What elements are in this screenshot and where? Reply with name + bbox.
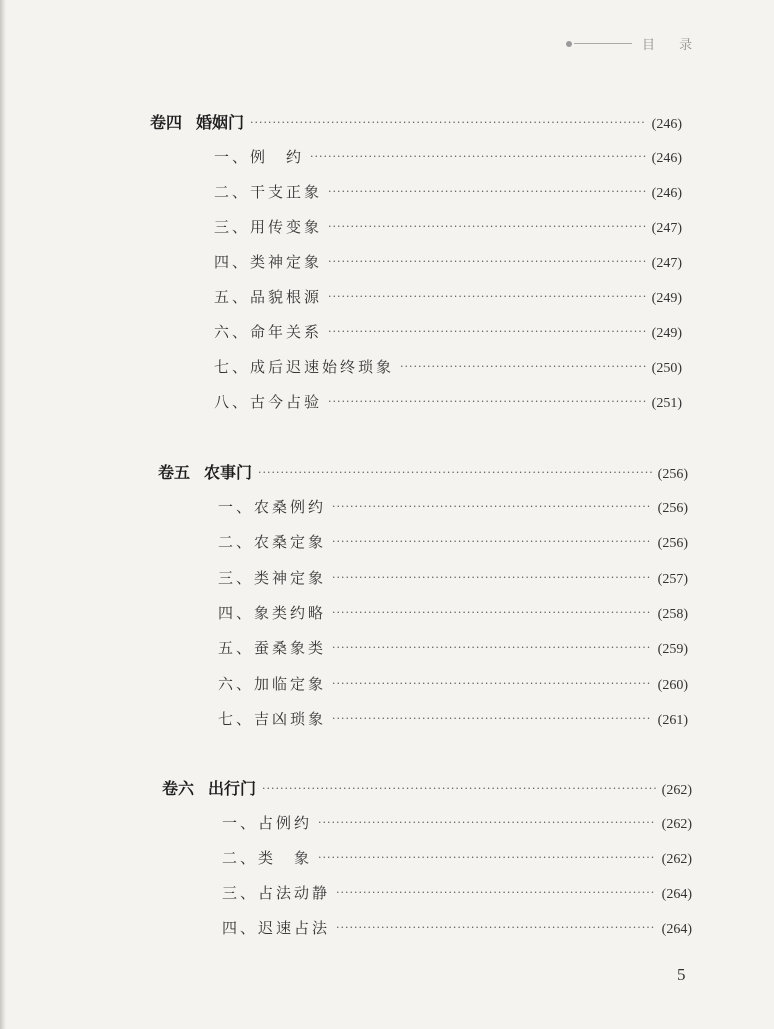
toc-entry-label: 七、吉凶琐象 [218, 710, 327, 728]
running-head [566, 34, 702, 53]
toc-page-ref: (257) [657, 572, 688, 587]
dot-leader [328, 395, 646, 408]
toc-page-ref: (261) [657, 713, 688, 728]
dot-leader [332, 571, 652, 584]
toc-entry-label: 七、成后迟速始终琐象 [214, 358, 395, 376]
toc-entry-row[interactable] [214, 251, 682, 275]
dot-leader [328, 255, 646, 268]
toc-heading-row[interactable] [158, 460, 688, 484]
toc-entry-row[interactable] [214, 321, 682, 345]
toc-page-ref: (256) [657, 467, 688, 482]
toc-entry-row[interactable] [222, 847, 692, 871]
toc-chapter-title: 出行门 [208, 779, 257, 798]
toc-volume-label: 卷四 [150, 113, 183, 132]
toc-entry-row[interactable] [218, 531, 688, 555]
dot-leader [332, 712, 652, 725]
dot-leader [328, 290, 646, 303]
toc-page-ref: (262) [661, 817, 692, 832]
running-head-bullet-icon [566, 41, 572, 47]
dot-leader [318, 816, 656, 829]
toc-chapter-title: 农事门 [204, 463, 253, 482]
toc-entry-label: 三、占法动静 [222, 884, 331, 902]
toc-entry-row[interactable] [214, 286, 682, 310]
dot-leader [328, 185, 646, 198]
toc-entry-label: 二、干支正象 [214, 183, 323, 201]
toc-entry-row[interactable] [222, 882, 692, 906]
dot-leader [318, 851, 656, 864]
toc-entry-label: 四、象类约略 [218, 604, 327, 622]
toc-entry-row[interactable] [218, 708, 688, 732]
toc-page-ref: (258) [657, 607, 688, 622]
toc-page-ref: (246) [651, 151, 682, 166]
toc-entry-label: 二、类 象 [222, 849, 313, 867]
dot-leader [400, 360, 646, 373]
dot-leader [328, 325, 646, 338]
toc-entry-row[interactable] [214, 181, 682, 205]
dot-leader [250, 116, 646, 129]
toc-entry-label: 二、农桑定象 [218, 533, 327, 551]
page-edge-shadow [0, 0, 6, 1029]
toc-entry-row[interactable] [222, 812, 692, 836]
toc-entry-label: 三、用传变象 [214, 218, 323, 236]
running-head-title: 目 录 [642, 38, 703, 53]
toc-entry-row[interactable] [222, 917, 692, 941]
toc-page-ref: (249) [651, 326, 682, 341]
toc-page-ref: (256) [657, 501, 688, 516]
dot-leader [262, 782, 656, 795]
running-head-rule [574, 43, 632, 44]
dot-leader [332, 677, 652, 690]
toc-page-ref: (256) [657, 536, 688, 551]
dot-leader [332, 535, 652, 548]
toc-page-ref: (246) [651, 117, 682, 132]
toc-entry-row[interactable] [218, 567, 688, 591]
toc-entry-label: 三、类神定象 [218, 569, 327, 587]
toc-volume-label: 卷五 [158, 463, 191, 482]
toc-entry-label: 四、迟速占法 [222, 919, 331, 937]
dot-leader [332, 641, 652, 654]
toc-page-ref: (251) [651, 396, 682, 411]
dot-leader [336, 921, 656, 934]
toc-entry-row[interactable] [214, 391, 682, 415]
toc-entry-label: 六、加临定象 [218, 675, 327, 693]
toc-heading-row[interactable] [162, 776, 692, 800]
dot-leader [258, 466, 652, 479]
toc-page-ref: (264) [661, 922, 692, 937]
toc-page-ref: (247) [651, 256, 682, 271]
toc-entry-row[interactable] [218, 637, 688, 661]
toc-entry-label: 六、命年关系 [214, 323, 323, 341]
toc-page-ref: (260) [657, 678, 688, 693]
toc-entry-label: 一、农桑例约 [218, 498, 327, 516]
dot-leader [332, 606, 652, 619]
toc-entry-row[interactable] [218, 602, 688, 626]
toc-entry-row[interactable] [214, 146, 682, 170]
toc-page-ref: (247) [651, 221, 682, 236]
toc-page-ref: (249) [651, 291, 682, 306]
dot-leader [336, 886, 656, 899]
page-number: 5 [677, 965, 686, 984]
dot-leader [328, 220, 646, 233]
toc-entry-label: 八、古今占验 [214, 393, 323, 411]
toc-page-ref: (264) [661, 887, 692, 902]
dot-leader [310, 150, 646, 163]
toc-page-ref: (262) [661, 783, 692, 798]
toc-entry-label: 五、蚕桑象类 [218, 639, 327, 657]
toc-entry-row[interactable] [218, 673, 688, 697]
toc-entry-row[interactable] [214, 356, 682, 380]
toc-entry-label: 一、占例约 [222, 814, 313, 832]
toc-entry-label: 五、品貌根源 [214, 288, 323, 306]
toc-page-ref: (259) [657, 642, 688, 657]
toc-entry-row[interactable] [214, 216, 682, 240]
toc-entry-label: 四、类神定象 [214, 253, 323, 271]
toc-entry-row[interactable] [218, 496, 688, 520]
toc-entry-label: 一、例 约 [214, 148, 305, 166]
toc-page-ref: (246) [651, 186, 682, 201]
toc-volume-label: 卷六 [162, 779, 195, 798]
toc-page-ref: (250) [651, 361, 682, 376]
dot-leader [332, 500, 652, 513]
toc-heading-row[interactable] [150, 110, 682, 134]
toc-chapter-title: 婚姻门 [196, 113, 245, 132]
toc-page-ref: (262) [661, 852, 692, 867]
